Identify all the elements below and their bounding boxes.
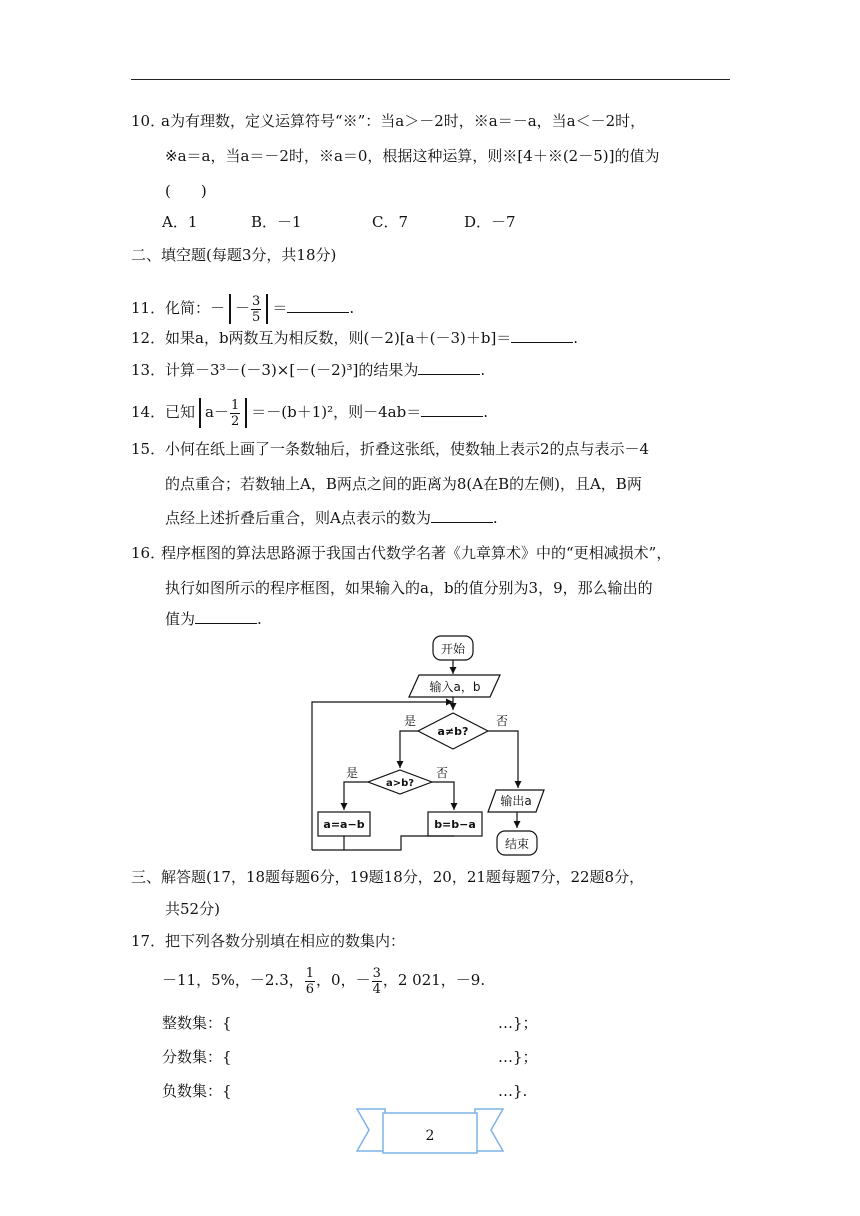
frac-three-quarters: $\frac{3}{4}$ <box>372 965 381 997</box>
flowchart <box>300 630 560 860</box>
negative-set-input[interactable] <box>250 1081 490 1099</box>
cond1-no-label: 否 <box>496 714 509 728</box>
cond1-yes-label: 是 <box>404 714 417 728</box>
fraction-set-input[interactable] <box>250 1047 490 1065</box>
cond1-label: a≠b? <box>437 725 469 738</box>
header-rule <box>131 79 730 80</box>
q16-answer-blank[interactable] <box>195 609 257 624</box>
option-a[interactable]: A．1 <box>162 213 198 231</box>
output-label: 输出a <box>500 794 532 808</box>
q15-answer-blank[interactable] <box>431 508 493 523</box>
end-label: 结束 <box>504 837 530 851</box>
q14-answer-blank[interactable] <box>421 402 483 417</box>
box-right-label: b=b−a <box>434 818 476 831</box>
q13-answer-blank[interactable] <box>418 360 480 375</box>
page-number-ribbon <box>355 1103 505 1163</box>
box-left-label: a=a−b <box>323 818 365 831</box>
start-label: 开始 <box>440 642 466 656</box>
q11-fraction: $\frac{3}{5}$ <box>252 293 261 325</box>
option-b[interactable]: B．－1 <box>251 213 302 231</box>
input-label: 输入a，b <box>429 680 481 694</box>
q11-answer-blank[interactable] <box>287 298 349 313</box>
integer-set-input[interactable] <box>250 1013 490 1031</box>
frac-one-sixth: $\frac{1}{6}$ <box>305 965 315 997</box>
page-number: 2 <box>425 1128 435 1144</box>
q14-fraction: $\frac{1}{2}$ <box>230 397 240 429</box>
q12-answer-blank[interactable] <box>511 328 573 343</box>
cond2-yes-label: 是 <box>346 766 359 780</box>
cond2-label: a>b? <box>385 778 415 789</box>
cond2-no-label: 否 <box>436 766 449 780</box>
option-d[interactable]: D．－7 <box>464 213 516 231</box>
option-c[interactable]: C．7 <box>372 213 409 231</box>
